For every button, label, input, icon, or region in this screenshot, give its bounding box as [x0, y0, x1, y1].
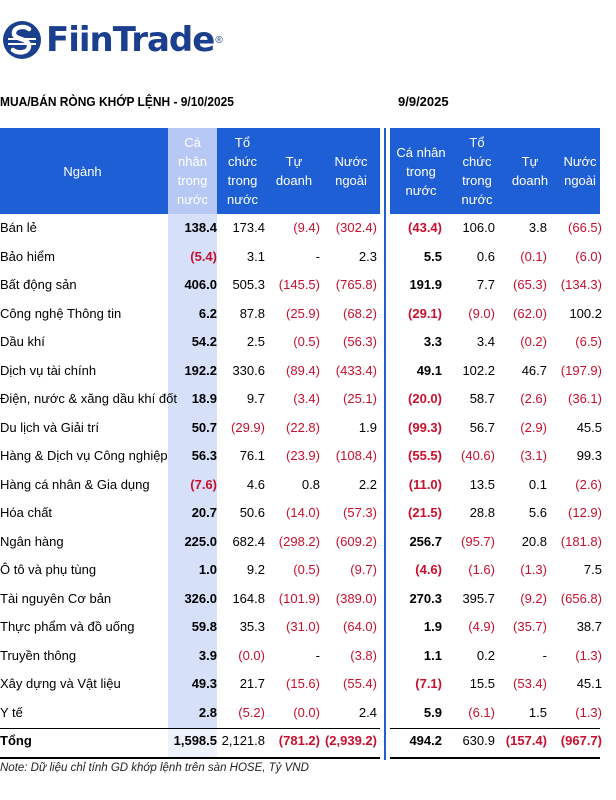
- table-row: [390, 442, 600, 471]
- table-row: [390, 471, 600, 500]
- value-cell: (0.1): [520, 248, 547, 264]
- value-cell: 102.2: [462, 362, 495, 378]
- value-cell: 87.8: [239, 305, 265, 321]
- value-cell: (0.0): [238, 647, 265, 663]
- value-cell: 0.1: [528, 476, 547, 492]
- value-cell: (29.1): [408, 305, 442, 321]
- table-row: [0, 442, 380, 471]
- value-cell: 0.8: [301, 476, 320, 492]
- value-cell: (5.4): [190, 248, 217, 264]
- sector-name: Du lịch và Giải trí: [0, 419, 99, 435]
- value-cell: 2.8: [198, 704, 217, 720]
- value-cell: 50.7: [191, 419, 217, 435]
- value-cell: (56.3): [343, 334, 377, 349]
- sector-name: Bảo hiểm: [0, 248, 55, 264]
- value-cell: (4.9): [468, 619, 495, 634]
- sector-name: Xây dựng và Vật liệu: [0, 676, 121, 691]
- value-cell: (57.3): [343, 505, 377, 520]
- value-cell: 13.5: [469, 476, 495, 492]
- value-cell: 1.1: [423, 647, 442, 663]
- table-row: [0, 214, 380, 243]
- value-cell: (2,939.2): [324, 733, 377, 748]
- value-cell: (3.8): [350, 647, 377, 663]
- brand-name: FiinTrade: [46, 20, 215, 60]
- value-cell: 100.2: [569, 305, 602, 321]
- value-cell: 3.4: [476, 334, 495, 349]
- value-cell: (1.3): [575, 704, 602, 720]
- value-cell: 106.0: [462, 220, 495, 235]
- value-cell: (36.1): [568, 391, 602, 406]
- value-cell: (31.0): [286, 619, 320, 634]
- value-cell: 9.7: [246, 391, 265, 406]
- header-foreign: [325, 128, 377, 214]
- value-cell: 682.4: [232, 533, 265, 549]
- table-total-row: [0, 727, 380, 756]
- value-cell: (7.1): [415, 676, 442, 691]
- value-cell: (25.9): [286, 305, 320, 321]
- value-cell: 3.1: [246, 248, 265, 264]
- header-sector: Ngành: [63, 163, 102, 179]
- value-cell: (302.4): [335, 220, 377, 235]
- value-cell: (609.2): [335, 533, 377, 549]
- sector-name: Tài nguyên Cơ bản: [0, 590, 112, 606]
- table-row: [0, 357, 380, 386]
- value-cell: 49.1: [416, 362, 442, 378]
- value-cell: (55.5): [408, 448, 442, 463]
- total-bottom-rule-right: [390, 757, 600, 759]
- value-cell: (656.8): [560, 590, 602, 606]
- table-row: [0, 699, 380, 728]
- value-cell: (0.2): [520, 334, 547, 349]
- value-cell: (5.2): [238, 704, 265, 720]
- table-row: [390, 585, 600, 614]
- sector-name: Dầu khí: [0, 334, 45, 349]
- value-cell: 76.1: [239, 448, 265, 463]
- value-cell: 7.5: [583, 562, 602, 577]
- value-cell: 56.7: [469, 419, 495, 435]
- table-separator: [384, 128, 386, 760]
- value-cell: -: [315, 248, 320, 264]
- value-cell: (1.6): [468, 562, 495, 577]
- value-cell: (11.0): [408, 476, 442, 492]
- value-cell: 54.2: [191, 334, 217, 349]
- value-cell: (2.6): [575, 476, 602, 492]
- value-cell: 6.2: [198, 305, 217, 321]
- value-cell: (9.0): [468, 305, 495, 321]
- table-body-right: [390, 214, 600, 756]
- value-cell: 0.6: [476, 248, 495, 264]
- table-row: [0, 414, 380, 443]
- table-row: [0, 556, 380, 585]
- value-cell: 3.8: [528, 220, 547, 235]
- value-cell: 1.9: [423, 619, 442, 634]
- value-cell: 330.6: [232, 362, 265, 378]
- value-cell: (43.4): [408, 220, 442, 235]
- value-cell: 5.5: [423, 248, 442, 264]
- value-cell: 5.6: [528, 505, 547, 520]
- value-cell: (4.6): [415, 562, 442, 577]
- sector-name: Bất động sản: [0, 277, 77, 292]
- header-right-individual: [390, 128, 452, 214]
- table-total-row: [390, 727, 600, 756]
- value-cell: 2.3: [358, 248, 377, 264]
- value-cell: (9.7): [350, 562, 377, 577]
- header-individual-label: Cá nhân trong nước: [177, 135, 208, 207]
- value-cell: 3.9: [198, 647, 217, 663]
- value-cell: (6.1): [468, 704, 495, 720]
- value-cell: (101.9): [278, 590, 320, 606]
- value-cell: (95.7): [461, 533, 495, 549]
- value-cell: 270.3: [409, 590, 442, 606]
- value-cell: 35.3: [239, 619, 265, 634]
- value-cell: (6.0): [575, 248, 602, 264]
- table-body-left: [0, 214, 380, 756]
- header-right-institution-label: Tổ chức trong nước: [461, 135, 493, 207]
- value-cell: (781.2): [278, 733, 320, 748]
- sector-name: Tổng: [0, 733, 32, 748]
- value-cell: (3.4): [293, 391, 320, 406]
- value-cell: (89.4): [286, 362, 320, 378]
- value-cell: (15.6): [286, 676, 320, 691]
- sector-name: Ngân hàng: [0, 533, 64, 549]
- table-row: [390, 357, 600, 386]
- table-row: [390, 385, 600, 414]
- value-cell: (12.9): [568, 505, 602, 520]
- value-cell: (20.0): [408, 391, 442, 406]
- value-cell: (433.4): [335, 362, 377, 378]
- value-cell: (22.8): [286, 419, 320, 435]
- table-row: [390, 499, 600, 528]
- sector-name: Điện, nước & xăng dầu khí đốt: [0, 391, 177, 406]
- value-cell: 192.2: [184, 362, 217, 378]
- table-row: [390, 243, 600, 272]
- sector-name: Công nghệ Thông tin: [0, 305, 122, 321]
- value-cell: 45.5: [576, 419, 602, 435]
- table-header-left: [0, 128, 380, 214]
- value-cell: 1.9: [358, 419, 377, 435]
- value-cell: 505.3: [232, 277, 265, 292]
- value-cell: 46.7: [521, 362, 547, 378]
- value-cell: (53.4): [513, 676, 547, 691]
- value-cell: -: [315, 647, 320, 663]
- value-cell: 326.0: [184, 590, 217, 606]
- value-cell: 4.6: [246, 476, 265, 492]
- table-row: [0, 613, 380, 642]
- value-cell: (6.5): [575, 334, 602, 349]
- value-cell: (55.4): [343, 676, 377, 691]
- sector-name: Truyền thông: [0, 647, 77, 663]
- value-cell: (157.4): [505, 733, 547, 748]
- value-cell: (0.0): [293, 704, 320, 720]
- value-cell: (9.4): [293, 220, 320, 235]
- sector-name: Thực phẩm và đồ uống: [0, 619, 135, 634]
- value-cell: 225.0: [184, 533, 217, 549]
- value-cell: 9.2: [246, 562, 265, 577]
- table-row: [0, 670, 380, 699]
- value-cell: 28.8: [469, 505, 495, 520]
- value-cell: (14.0): [286, 505, 320, 520]
- table-header-right: [390, 128, 600, 214]
- sector-name: Ô tô và phụ tùng: [0, 562, 97, 577]
- table-row: [0, 528, 380, 557]
- sector-name: Bán lẻ: [0, 220, 37, 235]
- value-cell: (181.8): [560, 533, 602, 549]
- header-right-foreign-label: Nước ngoài: [563, 154, 597, 188]
- value-cell: 59.8: [191, 619, 217, 634]
- sector-name: Dịch vụ tài chính: [0, 362, 97, 378]
- header-right-proprietary: Tự doanh: [511, 154, 549, 188]
- value-cell: 5.9: [423, 704, 442, 720]
- value-cell: (21.5): [408, 505, 442, 520]
- title-left: MUA/BÁN RÒNG KHỚP LỆNH - 9/10/2025: [0, 94, 234, 109]
- value-cell: 173.4: [232, 220, 265, 235]
- value-cell: 1,598.5: [173, 733, 217, 748]
- value-cell: (197.9): [560, 362, 602, 378]
- value-cell: (68.2): [343, 305, 377, 321]
- value-cell: (40.6): [461, 448, 495, 463]
- value-cell: (108.4): [335, 448, 377, 463]
- table-row: [0, 471, 380, 500]
- header-proprietary: Tự doanh: [275, 154, 313, 188]
- table-row: [390, 642, 600, 671]
- table-row: [0, 585, 380, 614]
- table-row: [390, 414, 600, 443]
- value-cell: 20.7: [191, 505, 217, 520]
- value-cell: -: [542, 647, 547, 663]
- value-cell: 45.1: [576, 676, 602, 691]
- value-cell: (29.9): [231, 419, 265, 435]
- header-foreign-label: Nước ngoài: [334, 154, 368, 188]
- sector-name: Y tế: [0, 704, 23, 720]
- value-cell: 49.3: [191, 676, 217, 691]
- value-cell: 56.3: [191, 448, 217, 463]
- value-cell: 20.8: [521, 533, 547, 549]
- value-cell: 58.7: [469, 391, 495, 406]
- table-row: [390, 328, 600, 357]
- value-cell: (0.5): [293, 562, 320, 577]
- table-row: [390, 528, 600, 557]
- table-row: [390, 300, 600, 329]
- value-cell: (62.0): [513, 305, 547, 321]
- table-row: [390, 556, 600, 585]
- value-cell: 7.7: [476, 277, 495, 292]
- header-right-institution: [454, 128, 500, 214]
- value-cell: 38.7: [576, 619, 602, 634]
- table-row: [0, 328, 380, 357]
- value-cell: (65.3): [513, 277, 547, 292]
- value-cell: (389.0): [335, 590, 377, 606]
- value-cell: 3.3: [423, 334, 442, 349]
- total-rule-right: [390, 728, 600, 729]
- value-cell: (967.7): [560, 733, 602, 748]
- table-row: [0, 499, 380, 528]
- fiintrade-logo: [0, 12, 223, 68]
- value-cell: 2,121.8: [221, 733, 265, 748]
- value-cell: 2.5: [246, 334, 265, 349]
- header-institution: [220, 128, 265, 214]
- value-cell: 2.2: [358, 476, 377, 492]
- value-cell: (765.8): [335, 277, 377, 292]
- value-cell: (7.6): [190, 476, 217, 492]
- brand-registered-mark: ®: [215, 34, 223, 46]
- total-bottom-rule-left: [0, 757, 380, 759]
- value-cell: (0.5): [293, 334, 320, 349]
- table-row: [0, 243, 380, 272]
- value-cell: 256.7: [409, 533, 442, 549]
- value-cell: 50.6: [239, 505, 265, 520]
- table-row: [390, 670, 600, 699]
- fiintrade-logo-icon: [2, 16, 42, 64]
- value-cell: (3.1): [520, 448, 547, 463]
- header-right-individual-label: Cá nhân trong nước: [396, 144, 446, 198]
- table-row: [0, 642, 380, 671]
- sector-name: Hóa chất: [0, 505, 53, 520]
- value-cell: (23.9): [286, 448, 320, 463]
- value-cell: 2.4: [358, 704, 377, 720]
- value-cell: 164.8: [232, 590, 265, 606]
- value-cell: (134.3): [560, 277, 602, 292]
- title-right: 9/9/2025: [398, 94, 449, 109]
- value-cell: (9.2): [520, 590, 547, 606]
- header-individual: [168, 128, 217, 214]
- value-cell: (2.6): [520, 391, 547, 406]
- table-row: [390, 271, 600, 300]
- value-cell: (35.7): [513, 619, 547, 634]
- value-cell: (25.1): [343, 391, 377, 406]
- value-cell: 138.4: [184, 220, 217, 235]
- value-cell: 99.3: [576, 448, 602, 463]
- value-cell: (66.5): [568, 220, 602, 235]
- value-cell: 630.9: [462, 733, 495, 748]
- header-right-foreign: [560, 128, 616, 214]
- table-row: [0, 385, 380, 414]
- value-cell: 15.5: [469, 676, 495, 691]
- value-cell: 0.2: [476, 647, 495, 663]
- footnote: Note: Dữ liệu chỉ tính GD khớp lệnh trên sàn HOSE, Tỷ VND: [0, 762, 309, 774]
- value-cell: 406.0: [184, 277, 217, 292]
- value-cell: 395.7: [462, 590, 495, 606]
- table-row: [0, 271, 380, 300]
- sector-name: Hàng cá nhân & Gia dụng: [0, 476, 150, 492]
- sector-name: Hàng & Dịch vụ Công nghiệp: [0, 448, 168, 463]
- value-cell: (2.9): [520, 419, 547, 435]
- total-rule-left: [0, 728, 380, 729]
- value-cell: (298.2): [278, 533, 320, 549]
- value-cell: 1.0: [198, 562, 217, 577]
- value-cell: (99.3): [408, 419, 442, 435]
- table-row: [0, 300, 380, 329]
- table-row: [390, 699, 600, 728]
- value-cell: (64.0): [343, 619, 377, 634]
- value-cell: 18.9: [191, 391, 217, 406]
- value-cell: 1.5: [528, 704, 547, 720]
- value-cell: 494.2: [409, 733, 442, 748]
- header-institution-label: Tổ chức trong nước: [227, 135, 258, 207]
- value-cell: 191.9: [409, 277, 442, 292]
- value-cell: (1.3): [575, 647, 602, 663]
- table-row: [390, 214, 600, 243]
- value-cell: (145.5): [278, 277, 320, 292]
- table-row: [390, 613, 600, 642]
- value-cell: 21.7: [239, 676, 265, 691]
- value-cell: (1.3): [520, 562, 547, 577]
